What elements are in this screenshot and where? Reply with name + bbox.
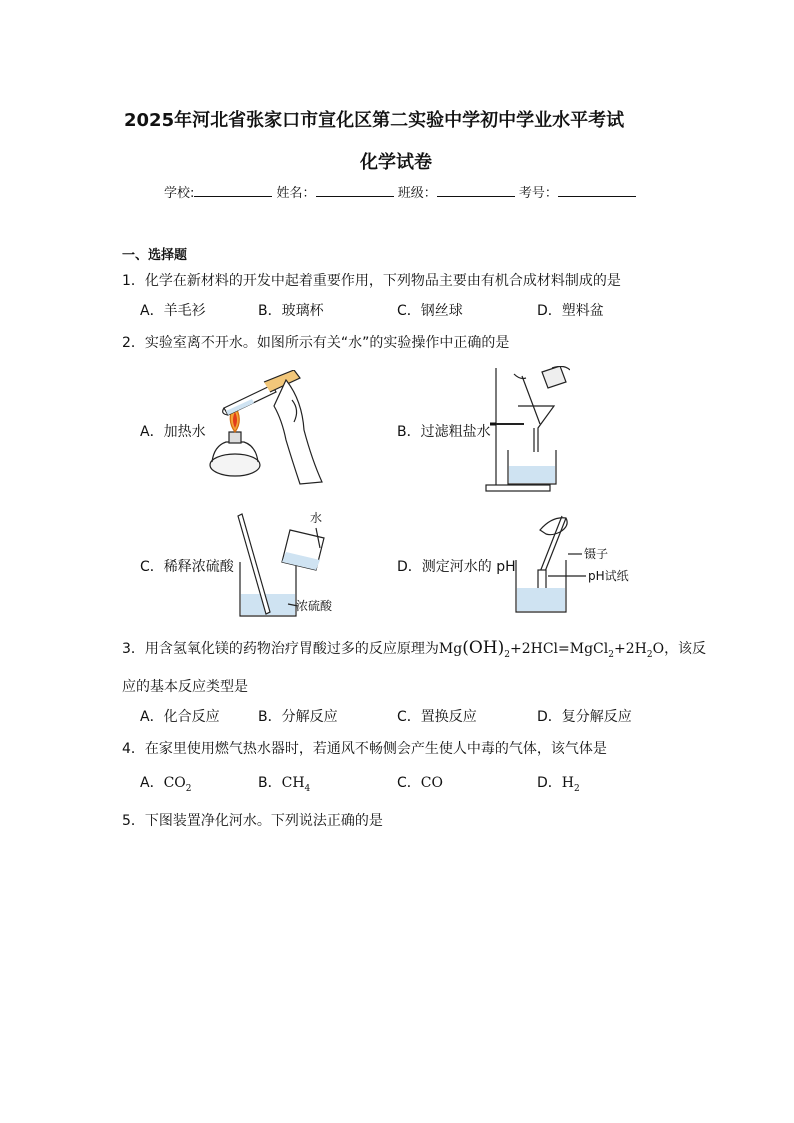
question-4: [122, 738, 607, 758]
q1-option-d[interactable]: D．塑料盆: [537, 303, 604, 319]
school-field[interactable]: [194, 184, 272, 197]
q4-option-c[interactable]: C．CO: [397, 775, 443, 791]
q2-option-d[interactable]: D．测定河水的 pH: [397, 559, 516, 575]
question-3-line2: 应的基本反应类型是: [122, 679, 248, 695]
question-5: [122, 810, 383, 830]
figure-filtration: [484, 366, 570, 494]
q2-option-b[interactable]: B．过滤粗盐水: [397, 424, 491, 440]
school-label: 学校:: [164, 186, 195, 201]
figure-diluting-acid: [232, 508, 362, 620]
question-text: 在家里使用燃气热水器时，若通风不畅侧会产生使人中毒的气体，该气体是: [144, 741, 607, 757]
q2-option-c[interactable]: C．稀释浓硫酸: [140, 559, 234, 575]
question-number: 1．: [122, 273, 145, 289]
q4-option-b[interactable]: B．$CH_4$: [258, 775, 311, 794]
question-number: 5．: [122, 813, 145, 829]
question-1: [122, 270, 621, 290]
q1-option-b[interactable]: B．玻璃杯: [258, 303, 324, 319]
question-text-cont: ，该反: [664, 641, 707, 657]
q1-option-a[interactable]: A．羊毛衫: [140, 303, 206, 319]
q2-option-a[interactable]: A．加热水: [140, 424, 206, 440]
label-conc-acid: 浓硫酸: [296, 599, 333, 613]
q4-option-d[interactable]: D．$H_2$: [537, 775, 580, 794]
figure-ph-test: [510, 512, 640, 616]
q3-option-b[interactable]: B．分解反应: [258, 709, 338, 725]
question-text: 下图装置净化河水。下列说法正确的是: [144, 813, 383, 829]
name-label: 姓名：: [276, 186, 316, 201]
q3-option-d[interactable]: D．复分解反应: [537, 709, 632, 725]
section-heading: 一、选择题: [122, 248, 188, 263]
question-number: 4．: [122, 741, 145, 757]
class-label: 班级：: [397, 186, 437, 201]
exam-title-line2: 化学试卷: [360, 152, 432, 173]
question-number: 3．: [122, 641, 145, 657]
name-field[interactable]: [316, 184, 394, 197]
exam-number-field[interactable]: [558, 184, 636, 197]
q3-option-c[interactable]: C．置换反应: [397, 709, 477, 725]
question-number: 2．: [122, 335, 145, 351]
label-water: 水: [310, 511, 323, 525]
q3-option-a[interactable]: A．化合反应: [140, 709, 220, 725]
exam-title-line1: 2025年河北省张家口市宣化区第二实验中学初中学业水平考试: [124, 110, 625, 131]
figure-heating-water: [204, 370, 329, 485]
q1-option-c[interactable]: C．钢丝球: [397, 303, 463, 319]
label-tweezers: 镊子: [584, 547, 609, 561]
label-ph-paper: pH试纸: [588, 569, 629, 583]
class-field[interactable]: [437, 184, 515, 197]
student-info-row: [164, 182, 636, 201]
question-2: [122, 332, 509, 352]
question-text: 化学在新材料的开发中起着重要作用，下列物品主要由有机合成材料制成的是: [144, 273, 621, 289]
question-text: 用含氢氧化镁的药物治疗胃酸过多的反应原理为: [144, 641, 439, 657]
question-text: 实验室离不开水。如图所示有关“水”的实验操作中正确的是: [144, 335, 510, 351]
q4-option-a[interactable]: A．$CO_2$: [140, 775, 192, 794]
exam-number-label: 考号：: [518, 186, 558, 201]
question-3: [122, 638, 706, 660]
reaction-equation: $Mg(OH)_2+2HCl=MgCl_2+2H_2O$: [438, 638, 665, 660]
